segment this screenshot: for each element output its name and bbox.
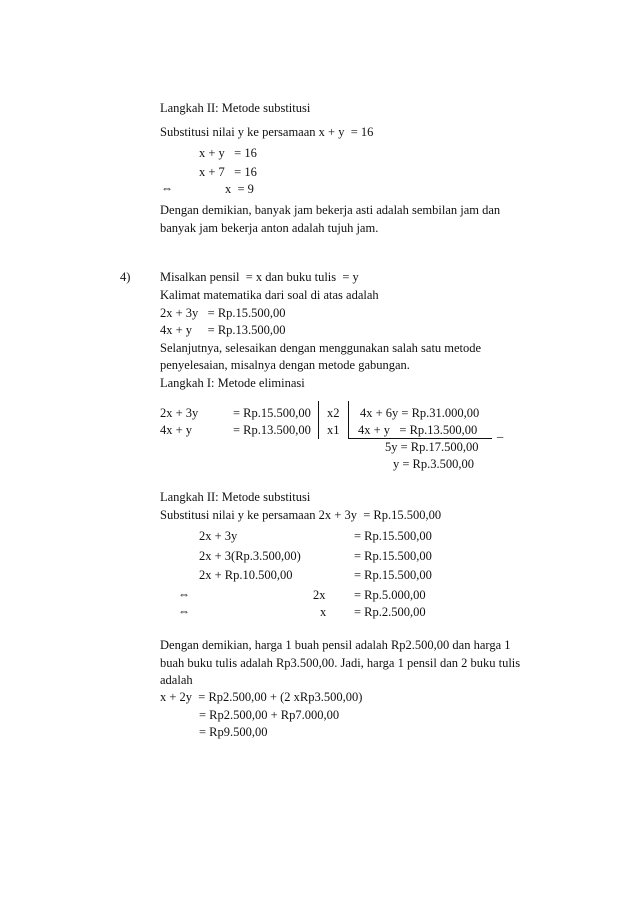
elim-rhs: = Rp.15.500,00 (233, 406, 311, 420)
item-number: 4) (120, 270, 131, 284)
paragraph-text: penyelesaian, misalnya dengan metode gabungan. (160, 358, 410, 372)
elim-result: y = Rp.3.500,00 (393, 457, 475, 471)
conclusion-text: banyak jam bekerja anton adalah tujuh jam. (160, 221, 379, 235)
conclusion-text: Dengan demikian, harga 1 buah pensil adalah Rp2.500,00 dan harga 1 (160, 638, 511, 652)
subtraction-line (348, 438, 492, 439)
subst-lhs: 2x + 3y (199, 529, 238, 543)
system-equation: 2x + 3y = Rp.15.500,00 (160, 306, 286, 320)
minus-sign: _ (497, 425, 504, 439)
elim-rhs: = Rp.13.500,00 (233, 423, 311, 437)
subst-lhs: 2x + 3(Rp.3.500,00) (199, 549, 301, 563)
final-equation: = Rp2.500,00 + Rp7.000,00 (199, 708, 340, 722)
divider-line (348, 401, 349, 439)
subst-lhs: 2x + Rp.10.500,00 (199, 568, 293, 582)
elim-result: 5y = Rp.17.500,00 (385, 440, 479, 454)
subst-lhs: 2x (313, 588, 326, 602)
conclusion-text: adalah (160, 673, 193, 687)
subst-lhs: x (320, 605, 327, 619)
final-equation: = Rp9.500,00 (199, 725, 268, 739)
heading-langkah-2: Langkah II: Metode substitusi (160, 490, 311, 504)
conclusion-text: buah buku tulis adalah Rp3.500,00. Jadi, harga 1 pensil dan 2 buku tulis (160, 656, 521, 670)
final-equation: x + 2y = Rp2.500,00 + (2 xRp3.500,00) (160, 690, 363, 704)
let-statement: Misalkan pensil = x dan buku tulis = y (160, 270, 359, 284)
elim-multiplier: x1 (327, 423, 340, 437)
subst-rhs: = Rp.5.000,00 (354, 588, 426, 602)
math-sentence: Kalimat matematika dari soal di atas adalah (160, 288, 379, 302)
elim-multiplier: x2 (327, 406, 340, 420)
heading-langkah-1: Langkah I: Metode eliminasi (160, 376, 305, 390)
paragraph-text: Selanjutnya, selesaikan dengan menggunakan salah satu metode (160, 341, 482, 355)
subst-rhs: = Rp.15.500,00 (354, 549, 432, 563)
subst-rhs: = Rp.2.500,00 (354, 605, 426, 619)
equation-line: x + y = 16 (199, 146, 257, 160)
elim-lhs: 4x + y (160, 423, 193, 437)
divider-line (318, 401, 319, 439)
double-arrow-icon: ⇔ (178, 587, 190, 601)
elim-result: 4x + y = Rp.13.500,00 (358, 423, 478, 437)
double-arrow-icon: ⇔ (178, 604, 190, 618)
elim-lhs: 2x + 3y (160, 406, 199, 420)
subst-rhs: = Rp.15.500,00 (354, 529, 432, 543)
system-equation: 4x + y = Rp.13.500,00 (160, 323, 286, 337)
elim-result: 4x + 6y = Rp.31.000,00 (360, 406, 480, 420)
equation-line: x = 9 (225, 182, 254, 196)
equation-line: x + 7 = 16 (199, 165, 257, 179)
heading-langkah-2: Langkah II: Metode substitusi (160, 101, 311, 115)
substitution-intro: Substitusi nilai y ke persamaan x + y = 16 (160, 125, 374, 139)
subst-rhs: = Rp.15.500,00 (354, 568, 432, 582)
double-arrow-icon: ⇔ (161, 181, 173, 195)
substitution-intro: Substitusi nilai y ke persamaan 2x + 3y = Rp.15.500,00 (160, 508, 442, 522)
conclusion-text: Dengan demikian, banyak jam bekerja asti adalah sembilan jam dan (160, 203, 501, 217)
